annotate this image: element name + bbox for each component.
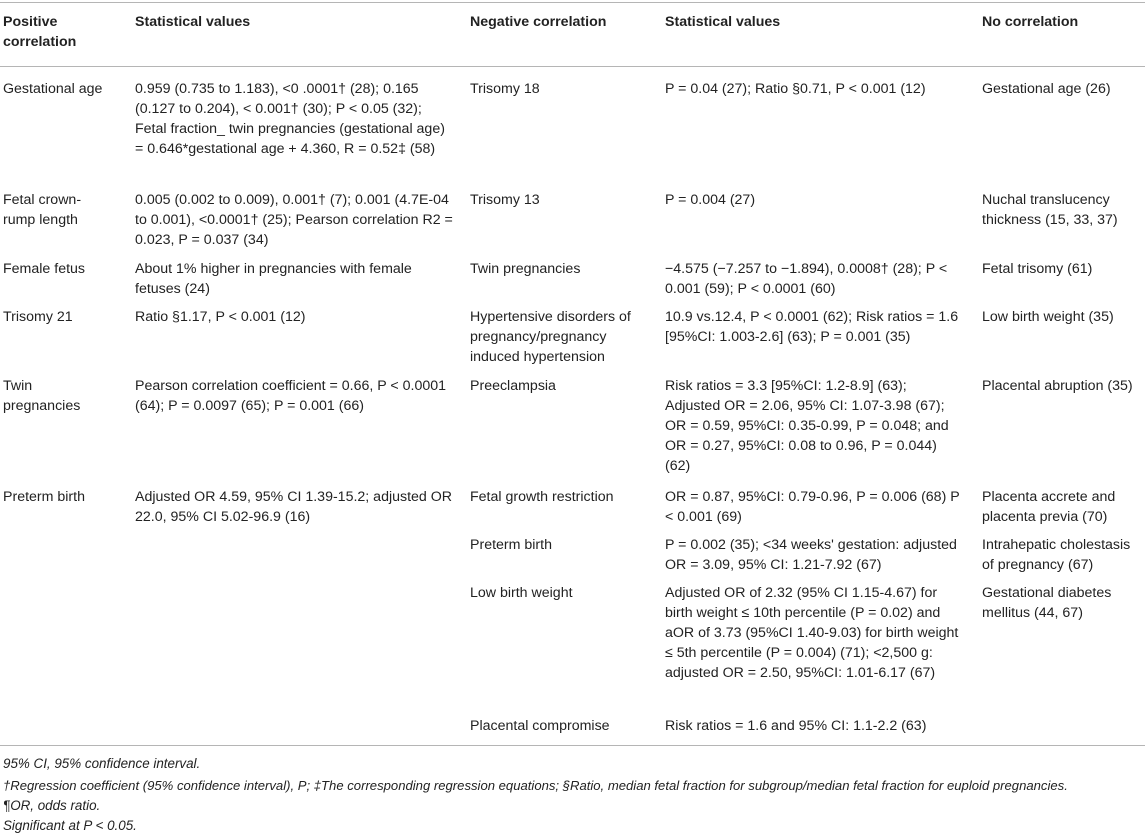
row6-no-correlation: Placenta accrete and placenta previa (70) <box>982 489 1116 525</box>
row4-positive-values: Ratio §1.17, P < 0.001 (12) <box>135 309 306 325</box>
row1-no-correlation: Gestational age (26) <box>982 81 1111 97</box>
footnote-or: ¶OR, odds ratio. <box>3 798 101 813</box>
row1-positive-values: 0.959 (0.735 to 1.183), <0 .0001† (28); 0.165 (0.127 to 0.204), < 0.001† (30); P < 0.05 (32); Fetal fraction_ twin pregnancies (gestational age) = 0.646*gestational age + 4.360, R = 0.52‡ (58) <box>135 81 445 157</box>
row9-negative-values: Risk ratios = 1.6 and 95% CI: 1.1-2.2 (63) <box>665 718 927 734</box>
row5-negative-values: Risk ratios = 3.3 [95%CI: 1.2-8.9] (63); Adjusted OR = 2.06, 95% CI: 1.07-3.98 (67); OR = 0.59, 95%CI: 0.35-0.99, P = 0.048; and OR = 0.27, 95%CI: 0.08 to 0.96, P = 0.044) (62) <box>665 378 949 474</box>
row8-negative-values: Adjusted OR of 2.32 (95% CI 1.15-4.67) for birth weight ≤ 10th percentile (P = 0.02) and aOR of 3.73 (95%CI 1.40-9.03) for birth weight ≤ 5th percentile (P = 0.004) (71); <2,500 g: adjusted OR = 2.50, 95%CI: 1.01-6.17 (67) <box>665 585 959 681</box>
row4-no-correlation: Low birth weight (35) <box>982 309 1114 325</box>
row4-negative-values: 10.9 vs.12.4, P < 0.0001 (62); Risk ratios = 1.6 [95%CI: 1.003-2.6] (63); P = 0.001 (35) <box>665 309 959 345</box>
row5-no-correlation: Placental abruption (35) <box>982 378 1133 394</box>
footnote-significance: Significant at P < 0.05. <box>3 818 137 833</box>
row5-positive: Twin pregnancies <box>3 378 81 414</box>
row3-positive-values: About 1% higher in pregnancies with female fetuses (24) <box>135 261 412 297</box>
row1-negative-values: P = 0.04 (27); Ratio §0.71, P < 0.001 (12) <box>665 81 926 97</box>
row3-no-correlation: Fetal trisomy (61) <box>982 261 1093 277</box>
header-statistical-values-2: Statistical values <box>665 14 781 30</box>
table-bottom-rule <box>0 745 1145 746</box>
table-top-rule <box>0 2 1145 3</box>
row2-negative: Trisomy 13 <box>470 192 540 208</box>
row6-positive: Preterm birth <box>3 489 85 505</box>
row6-negative-values: OR = 0.87, 95%CI: 0.79-0.96, P = 0.006 (68) P < 0.001 (69) <box>665 489 960 525</box>
row3-negative-values: −4.575 (−7.257 to −1.894), 0.0008† (28); P < 0.001 (59); P < 0.0001 (60) <box>665 261 948 297</box>
footnote-ci: 95% CI, 95% confidence interval. <box>3 756 201 771</box>
row7-no-correlation: Intrahepatic cholestasis of pregnancy (67) <box>982 537 1131 573</box>
row2-negative-values: P = 0.004 (27) <box>665 192 756 208</box>
row1-negative: Trisomy 18 <box>470 81 540 97</box>
row3-positive: Female fetus <box>3 261 86 277</box>
row7-negative: Preterm birth <box>470 537 552 553</box>
row9-negative: Placental compromise <box>470 718 610 734</box>
row8-no-correlation: Gestational diabetes mellitus (44, 67) <box>982 585 1112 621</box>
header-statistical-values-1: Statistical values <box>135 14 251 30</box>
row6-positive-values: Adjusted OR 4.59, 95% CI 1.39-15.2; adjusted OR 22.0, 95% CI 5.02-96.9 (16) <box>135 489 453 525</box>
footnote-regression: †Regression coefficient (95% confidence interval), P; ‡The corresponding regression equations; §Ratio, median fetal fraction for subgroup/median fetal fraction for euploid pregnancies. <box>3 778 1068 793</box>
row4-negative: Hypertensive disorders of pregnancy/pregnancy induced hypertension <box>470 309 631 365</box>
header-no-correlation: No correlation <box>982 14 1079 30</box>
row8-negative: Low birth weight <box>470 585 573 601</box>
row2-no-correlation: Nuchal translucency thickness (15, 33, 37) <box>982 192 1118 228</box>
row2-positive-values: 0.005 (0.002 to 0.009), 0.001† (7); 0.001 (4.7E-04 to 0.001), <0.0001† (25); Pearson correlation R2 = 0.023, P = 0.037 (34) <box>135 192 453 248</box>
row3-negative: Twin pregnancies <box>470 261 581 277</box>
row7-negative-values: P = 0.002 (35); <34 weeks' gestation: adjusted OR = 3.09, 95% CI: 1.21-7.92 (67) <box>665 537 957 573</box>
header-positive-correlation: Positive correlation <box>3 14 77 50</box>
table-header-rule <box>0 66 1145 67</box>
row5-negative: Preeclampsia <box>470 378 556 394</box>
row6-negative: Fetal growth restriction <box>470 489 614 505</box>
row1-positive: Gestational age <box>3 81 103 97</box>
row4-positive: Trisomy 21 <box>3 309 73 325</box>
row5-positive-values: Pearson correlation coefficient = 0.66, P < 0.0001 (64); P = 0.0097 (65); P = 0.001 (66) <box>135 378 447 414</box>
row2-positive: Fetal crown-rump length <box>3 192 82 228</box>
header-negative-correlation: Negative correlation <box>470 14 607 30</box>
